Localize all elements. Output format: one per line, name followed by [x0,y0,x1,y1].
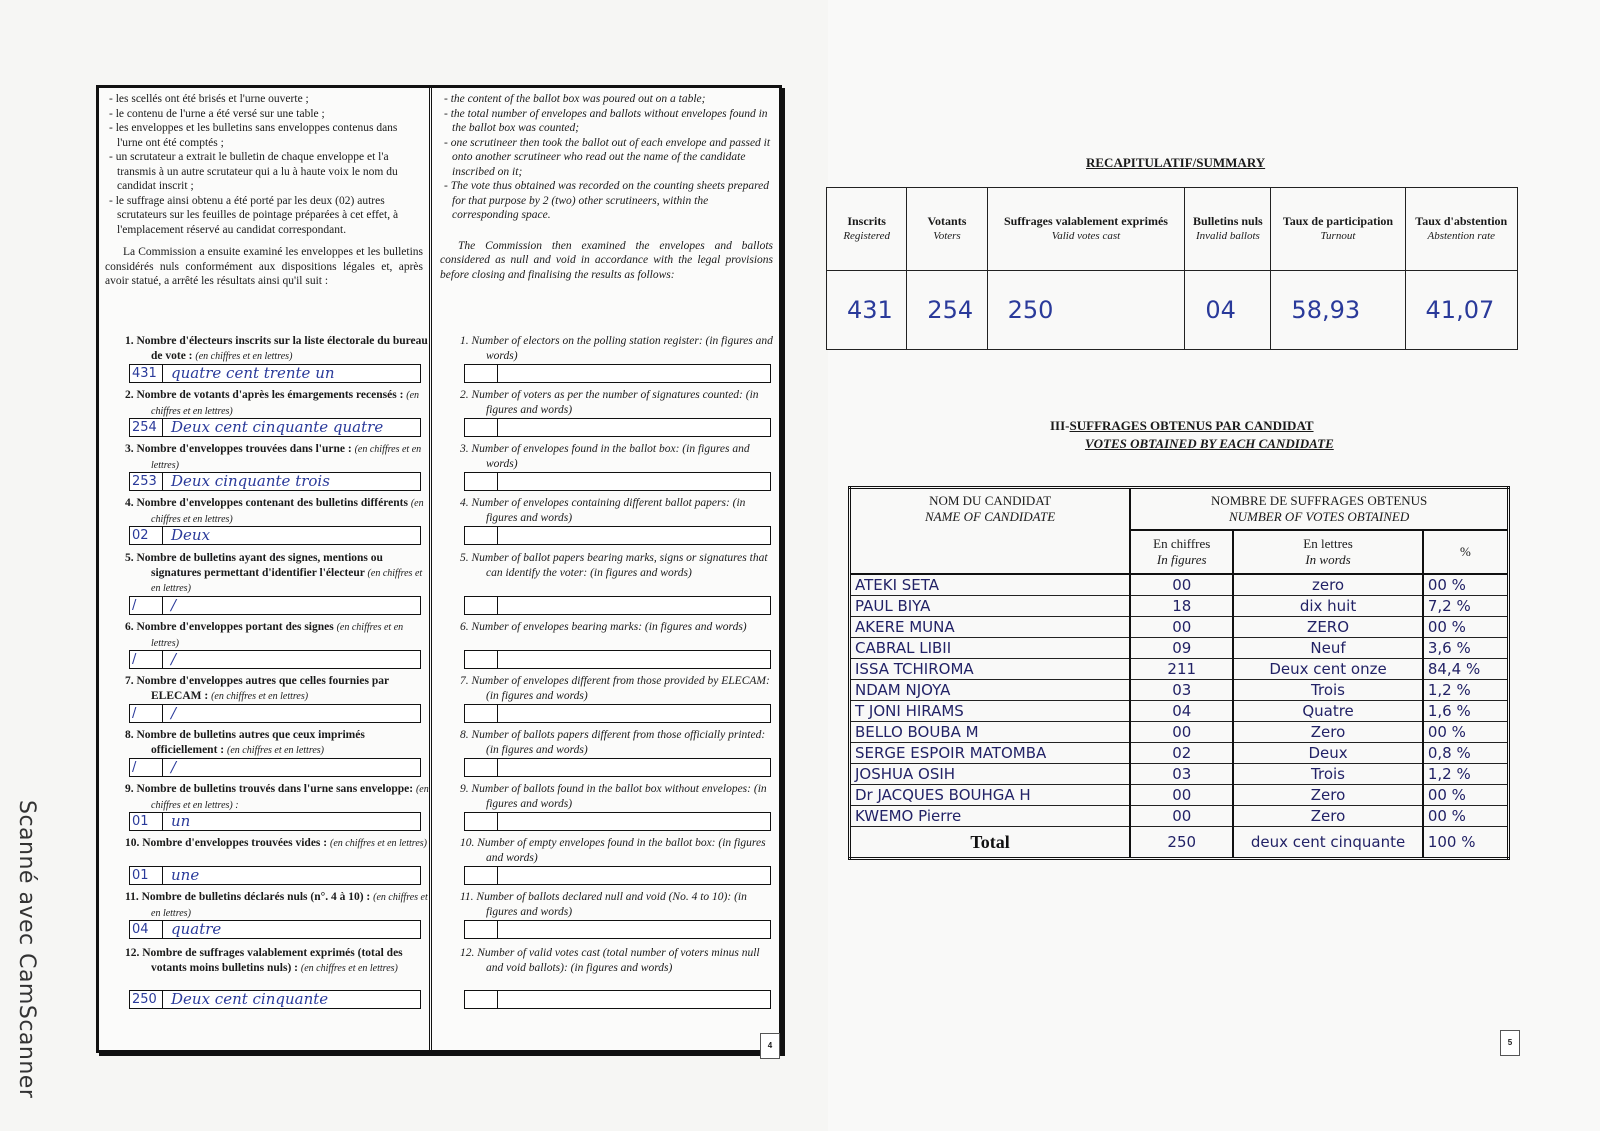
candidate-row [850,785,1509,806]
item-label: Nombre d'enveloppes contenant des bulletins différents [136,497,408,509]
candidate-pct[interactable]: 00 % [1423,574,1509,596]
item-hint: (en chiffres et en lettres) [227,744,325,756]
item-number: 12. [460,947,475,959]
en-item-3 [434,442,779,471]
candidate-name: KWEMO Pierre [850,806,1131,827]
field-words [498,651,770,668]
header-votes-obtained [1130,488,1508,531]
field-figure [465,527,498,544]
page-number-right: 5 [1500,1030,1520,1056]
en-field-1[interactable] [464,364,771,383]
candidate-row [850,659,1509,680]
fr-bullet: - le contenu de l'urne a été versé sur une table ; [109,107,325,120]
item-hint: (en chiffres et en lettres) [151,892,428,919]
candidate-row [850,617,1509,638]
candidate-words[interactable]: zero [1233,574,1423,596]
minutes-form-page-4 [96,85,782,1053]
candidate-words[interactable]: Trois [1233,764,1423,785]
candidate-words[interactable]: Zero [1233,785,1423,806]
header-en: Turnout [1320,230,1356,242]
field-figure [465,651,498,668]
fr-paragraph: La Commission a ensuite examiné les enveloppes et les bulletins considérés nuls conformément aux dispositions légales et, après avoir statué, a arrêté les résultats ainsi qu'il suit : [105,246,423,287]
field-words: / [171,759,177,776]
item-hint: (en chiffres et en lettres) [151,444,422,471]
candidate-name: JOSHUA OSIH [850,764,1131,785]
item-number: 1. [460,335,469,347]
en-field-10[interactable] [464,866,771,885]
field-words [498,991,770,1008]
summary-registered-value[interactable]: 431 [827,271,907,350]
item-number: 2. [125,389,134,401]
item-label: Nombre de bulletins déclarés nuls (n°. 4 à 10) : [141,891,371,903]
candidate-row [850,680,1509,701]
candidate-row [850,638,1509,659]
en-field-8[interactable] [464,758,771,777]
candidate-words[interactable]: Quatre [1233,701,1423,722]
item-number: 10. [460,837,475,849]
item-number: 4. [460,497,469,509]
item-number: 4. [125,497,134,509]
candidates-table [848,486,1510,860]
fr-item-4 [99,496,429,544]
candidate-name: Dr JACQUES BOUHGA H [850,785,1131,806]
item-label: Nombre de suffrages valablement exprimés (total des votants moins bulletins nuls) : [142,947,403,974]
total-row [850,827,1509,859]
item-label: Nombre d'enveloppes portant des signes [136,621,334,633]
fr-item-12 [99,946,429,1008]
candidate-pct[interactable]: 1,6 % [1423,701,1509,722]
candidates-section-title [1050,418,1314,434]
header-en: NUMBER OF VOTES OBTAINED [1228,509,1410,524]
total-label: Total [850,827,1131,859]
candidate-name: PAUL BIYA [850,596,1131,617]
candidate-name: CABRAL LIBII [850,638,1131,659]
candidate-pct[interactable]: 84,4 % [1423,659,1509,680]
field-words: quatre cent trente un [171,365,335,382]
item-hint: (en chiffres et en lettres) : [151,784,429,811]
candidate-words[interactable]: Zero [1233,806,1423,827]
field-words [498,759,770,776]
candidate-figures[interactable]: 03 [1130,680,1233,701]
summary-value-row [827,271,1518,350]
candidates-section-subtitle: VOTES OBTAINED BY EACH CANDIDATE [1085,436,1334,451]
item-label: Nombre de bulletins autres que ceux imprimés officiellement : [136,729,365,756]
total-words[interactable]: deux cent cinquante [1233,827,1423,859]
candidate-words[interactable]: Trois [1233,680,1423,701]
summary-header-registered [827,188,907,271]
candidate-pct[interactable]: 00 % [1423,806,1509,827]
candidate-row [850,596,1509,617]
item-number: 11. [125,891,139,903]
field-figure [465,705,498,722]
field-figure [465,419,498,436]
candidate-row [850,574,1509,596]
en-field-4[interactable] [464,526,771,545]
field-words: Deux [171,527,211,544]
fr-field-6[interactable] [129,650,421,669]
item-label: Number of ballots found in the ballot box without envelopes: (in figures and words) [471,783,767,810]
item-number: 6. [460,621,469,633]
field-figure: / [130,705,163,722]
item-hint: (en chiffres et en lettres) [151,567,423,594]
fr-field-8[interactable] [129,758,421,777]
header-fr: Inscrits [847,214,886,228]
header-en: In words [1305,552,1351,567]
candidate-pct[interactable]: 7,2 % [1423,596,1509,617]
field-words [498,597,770,614]
candidate-name: NDAM NJOYA [850,680,1131,701]
en-field-3[interactable] [464,472,771,491]
header-en: Abstention rate [1427,230,1496,242]
en-item-7 [434,674,779,703]
field-figure: 431 [130,365,163,382]
summary-header-abstention [1405,188,1517,271]
fr-field-9[interactable] [129,812,421,831]
header-fr: Taux de participation [1282,214,1394,228]
fr-field-12[interactable] [129,990,421,1009]
candidate-row [850,764,1509,785]
candidate-row [850,806,1509,827]
candidate-figures[interactable]: 211 [1130,659,1233,680]
header-en: Registered [843,230,890,242]
item-hint: (en chiffres et en lettres) [300,962,398,974]
en-item-6 [434,620,779,635]
summary-abstention-value[interactable]: 41,07 [1405,271,1517,350]
en-paragraph: The Commission then examined the envelopes and ballots considered as null and void in accordance with the legal provisions before closing and finalising the results as follows: [440,239,773,281]
item-hint: (en chiffres et en lettres) [211,690,309,702]
candidate-figures[interactable]: 18 [1130,596,1233,617]
candidate-name: SERGE ESPOIR MATOMBA [850,743,1131,764]
en-bullet: - the total number of envelopes and ballots without envelopes found in the ballot box was counted; [444,107,768,134]
fr-item-9 [99,782,429,830]
candidate-words[interactable]: ZERO [1233,617,1423,638]
fr-field-11[interactable] [129,920,421,939]
candidate-name: ATEKI SETA [850,574,1131,596]
field-figure [465,365,498,382]
item-number: 10. [125,837,140,849]
item-label: Number of envelopes found in the ballot box: (in figures and words) [471,443,750,470]
fr-field-2[interactable] [129,418,421,437]
candidate-words[interactable]: dix huit [1233,596,1423,617]
item-label: Nombre d'enveloppes trouvées vides : [142,837,328,849]
field-words: Deux cent cinquante quatre [171,419,384,436]
field-words [498,921,770,938]
header-fr: En lettres [1303,536,1353,551]
header-fr: Bulletins nuls [1193,214,1263,228]
field-figure [465,473,498,490]
header-in-figures [1130,530,1233,574]
header-fr: Votants [927,214,967,228]
item-number: 1. [125,335,134,347]
item-hint: (en chiffres et en lettres) [151,390,420,417]
item-number: 8. [460,729,469,741]
candidate-pct[interactable]: 00 % [1423,785,1509,806]
field-words: une [171,867,200,884]
item-label: Number of ballots papers different from those officially printed: (in figures and words) [471,729,766,756]
header-fr: Taux d'abstention [1415,214,1508,228]
fr-field-10[interactable] [129,866,421,885]
candidate-name: ISSA TCHIROMA [850,659,1131,680]
field-figure: 01 [130,867,163,884]
fr-field-7[interactable] [129,704,421,723]
item-label: Number of envelopes containing different ballot papers: (in figures and words) [471,497,746,524]
en-field-6[interactable] [464,650,771,669]
field-words [498,473,770,490]
en-bullet: - the content of the ballot box was poured out on a table; [444,93,706,105]
item-label: Nombre d'enveloppes trouvées dans l'urne : [136,443,352,455]
summary-voters-value[interactable]: 254 [907,271,987,350]
candidate-pct[interactable]: 0,8 % [1423,743,1509,764]
candidate-figures[interactable]: 03 [1130,764,1233,785]
item-label: Number of envelopes bearing marks: (in figures and words) [471,621,747,633]
item-hint: (en chiffres et en lettres) [329,838,427,849]
en-item-5 [434,551,779,580]
field-words [498,867,770,884]
field-words [498,813,770,830]
candidate-figures[interactable]: 04 [1130,701,1233,722]
summary-invalid-value[interactable]: 04 [1185,271,1271,350]
header-fr: NOMBRE DE SUFFRAGES OBTENUS [1210,493,1428,508]
candidate-row [850,743,1509,764]
field-words: un [171,813,191,830]
header-fr: En chiffres [1153,536,1211,551]
en-field-5[interactable] [464,596,771,615]
item-number: 5. [125,552,134,564]
fr-item-3 [99,442,429,490]
header-en: In figures [1156,552,1207,567]
english-column [434,88,779,1050]
fr-item-8 [99,728,429,776]
field-figure: 253 [130,473,163,490]
summary-header-row [827,188,1518,271]
en-item-11 [434,890,779,919]
item-number: 3. [125,443,134,455]
field-figure: / [130,759,163,776]
en-field-11[interactable] [464,920,771,939]
field-figure: / [130,651,163,668]
en-bullet: - one scrutineer then took the ballot out of each envelope and passed it onto another scrutineer who read out the name of the candidate inscribed on it; [444,136,771,178]
summary-header-voters [907,188,987,271]
camscanner-watermark: Scanné avec CamScanner [14,800,39,1099]
candidate-figures[interactable]: 00 [1130,785,1233,806]
summary-header-valid [987,188,1185,271]
field-words: / [171,651,177,668]
item-number: 6. [125,621,134,633]
item-hint: (en chiffres et en lettres) [195,350,293,362]
candidate-figures[interactable]: 00 [1130,806,1233,827]
fr-field-3[interactable] [129,472,421,491]
fr-bullet: - un scrutateur a extrait le bulletin de chaque enveloppe et l'a transmis à un autre scrutateur qui a lu à haute voix le nom du candidat inscrit ; [109,151,398,192]
candidate-row [850,722,1509,743]
header-en: Valid votes cast [1051,230,1121,242]
fr-item-6 [99,620,429,668]
field-words [498,419,770,436]
candidate-words[interactable]: Neuf [1233,638,1423,659]
header-candidate-name [850,488,1131,575]
header-en: Voters [933,230,961,242]
field-words: / [171,705,177,722]
item-hint: (en chiffres et en lettres) [151,498,424,525]
en-item-9 [434,782,779,811]
field-words [498,527,770,544]
candidate-figures[interactable]: 02 [1130,743,1233,764]
section-title-text: SUFFRAGES OBTENUS PAR CANDIDAT [1069,418,1314,433]
en-field-9[interactable] [464,812,771,831]
en-item-8 [434,728,779,757]
item-label: Nombre de bulletins ayant des signes, mentions ou signatures permettant d'identifier l'électeur [136,552,383,579]
header-en: NAME OF CANDIDATE [924,509,1056,524]
candidate-pct[interactable]: 1,2 % [1423,680,1509,701]
summary-valid-value[interactable]: 250 [987,271,1185,350]
field-words: quatre [171,921,222,938]
item-hint: (en chiffres et en lettres) [151,622,404,649]
fr-field-5[interactable] [129,596,421,615]
candidate-pct[interactable]: 00 % [1423,617,1509,638]
item-number: 9. [460,783,469,795]
header-fr: NOM DU CANDIDAT [929,493,1052,508]
fr-bullet: - les scellés ont été brisés et l'urne ouverte ; [109,93,309,105]
field-words: / [171,597,177,614]
page-number-left: 4 [760,1033,780,1059]
summary-header-invalid [1185,188,1271,271]
item-number: 8. [125,729,134,741]
item-label: Number of envelopes different from those provided by ELECAM: (in figures and words) [471,675,770,702]
en-item-2 [434,388,779,417]
item-number: 5. [460,552,469,564]
item-label: Nombre de bulletins trouvés dans l'urne sans enveloppe: [136,783,414,795]
candidate-name: AKERE MUNA [850,617,1131,638]
item-label: Nombre de votants d'après les émargements recensés : [136,389,404,401]
item-number: 9. [125,783,134,795]
fr-field-4[interactable] [129,526,421,545]
summary-title: RECAPITULATIF/SUMMARY [1086,155,1266,170]
french-column [99,88,432,1050]
fr-bullet: - le suffrage ainsi obtenu a été porté par les deux (02) autres scrutateurs sur les feuilles de pointage préparées à cet effet, à l'emplacement réservé au candidat correspondant. [109,194,399,236]
field-figure [465,867,498,884]
field-figure [465,597,498,614]
field-figure [465,991,498,1008]
field-figure: 250 [130,991,163,1008]
field-figure [465,759,498,776]
item-number: 7. [460,675,469,687]
candidate-pct[interactable]: 3,6 % [1423,638,1509,659]
item-label: Nombre d'enveloppes autres que celles fournies par ELECAM : [136,675,389,702]
candidate-figures[interactable]: 00 [1130,722,1233,743]
fr-bullet: - les enveloppes et les bulletins sans enveloppes contenus dans l'urne ont été comptés ; [109,122,398,149]
field-words: Deux cent cinquante [171,991,329,1008]
candidate-name: T JONI HIRAMS [850,701,1131,722]
header-in-words [1233,530,1423,574]
candidate-pct[interactable]: 1,2 % [1423,764,1509,785]
header-percent: % [1423,530,1509,574]
header-fr: Suffrages valablement exprimés [1003,214,1168,228]
candidate-name: BELLO BOUBA M [850,722,1131,743]
candidate-words[interactable]: Deux cent onze [1233,659,1423,680]
item-label: Number of empty envelopes found in the ballot box: (in figures and words) [477,837,766,864]
field-figure: / [130,597,163,614]
field-figure: 04 [130,921,163,938]
field-words: Deux cinquante trois [171,473,330,490]
field-figure [465,813,498,830]
section-prefix: III- [1050,418,1070,433]
fr-item-10 [99,836,429,884]
header-en: Invalid ballots [1195,230,1260,242]
candidate-row [850,701,1509,722]
fr-item-5 [99,551,429,614]
total-pct[interactable]: 100 % [1423,827,1509,859]
en-item-10 [434,836,779,865]
fr-field-1[interactable] [129,364,421,383]
field-figure: 02 [130,527,163,544]
fr-item-7 [99,674,429,722]
item-number: 7. [125,675,134,687]
en-field-12[interactable] [464,990,771,1009]
summary-table [826,187,1518,350]
item-label: Nombre d'électeurs inscrits sur la liste électorale du bureau de vote : [136,335,428,362]
item-number: 12. [125,947,140,959]
candidate-figures[interactable]: 00 [1130,617,1233,638]
field-words [498,705,770,722]
candidate-figures[interactable]: 09 [1130,638,1233,659]
cand-header-row-1 [850,488,1509,531]
item-label: Number of voters as per the number of signatures counted: (in figures and words) [471,389,759,416]
fr-item-11 [99,890,429,938]
en-item-12 [434,946,779,975]
field-words [498,365,770,382]
fr-item-1 [99,334,429,382]
item-label: Number of ballot papers bearing marks, signs or signatures that can identify the voter: (in figures and words) [471,552,768,579]
summary-header-turnout [1271,188,1405,271]
candidate-pct[interactable]: 00 % [1423,722,1509,743]
en-field-7[interactable] [464,704,771,723]
item-label: Number of ballots declared null and void (No. 4 to 10): (in figures and words) [476,891,747,918]
en-field-2[interactable] [464,418,771,437]
field-figure: 01 [130,813,163,830]
item-label: Number of valid votes cast (total number of voters minus null and void ballots): (in figures and words) [477,947,760,974]
en-item-1 [434,334,779,363]
item-label: Number of electors on the polling station register: (in figures and words) [471,335,773,362]
summary-turnout-value[interactable]: 58,93 [1271,271,1405,350]
candidate-words[interactable]: Zero [1233,722,1423,743]
field-figure: 254 [130,419,163,436]
total-figures[interactable]: 250 [1130,827,1233,859]
candidate-figures[interactable]: 00 [1130,574,1233,596]
item-number: 3. [460,443,469,455]
en-item-4 [434,496,779,525]
fr-item-2 [99,388,429,436]
field-figure [465,921,498,938]
item-number: 11. [460,891,474,903]
item-number: 2. [460,389,469,401]
candidate-words[interactable]: Deux [1233,743,1423,764]
en-bullet: - The vote thus obtained was recorded on the counting sheets prepared for that purpose by 2 (two) other scrutineers, within the corresponding space. [444,180,770,221]
